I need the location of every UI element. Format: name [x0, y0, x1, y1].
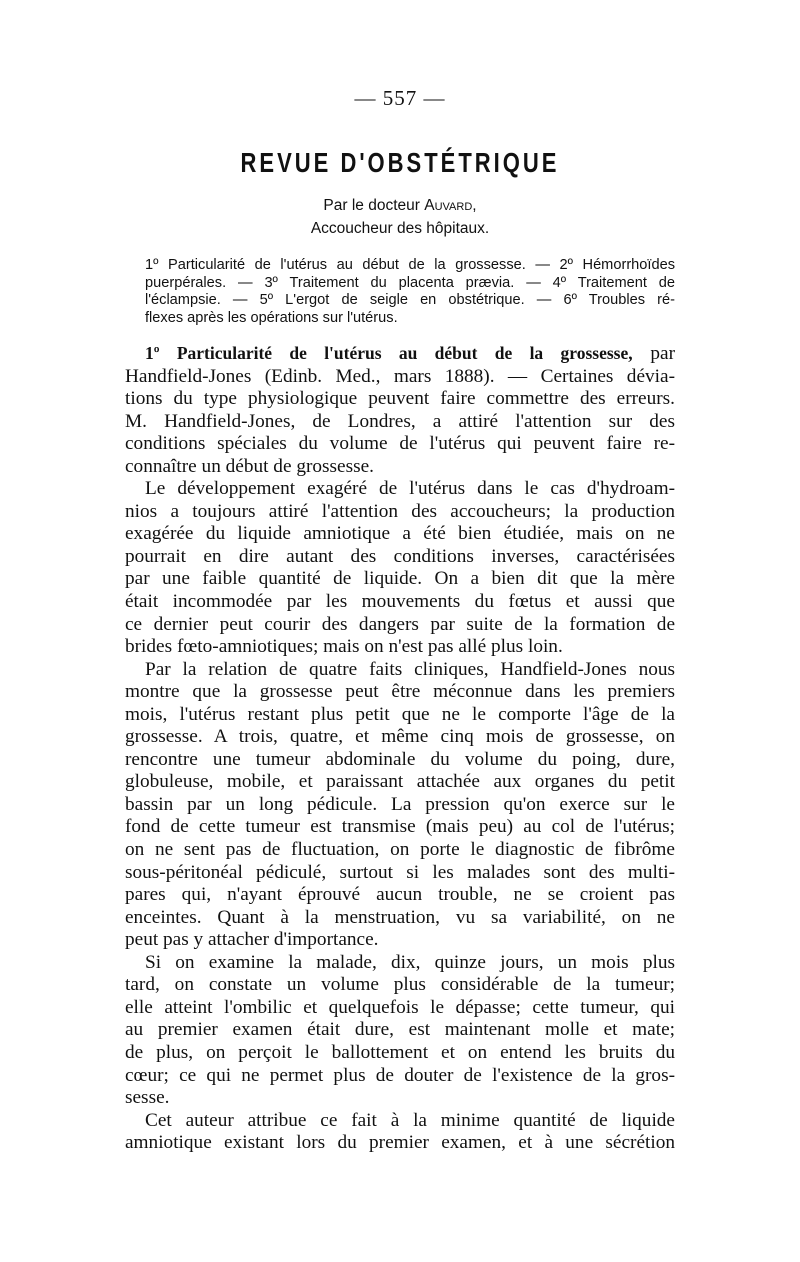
body-line: par une faible quantité de liquide. On a bien dit que la mère [125, 568, 675, 590]
byline-author-line [125, 194, 675, 217]
body-line: fond de cette tumeur est transmise (mais peu) au col de l'utérus; [125, 816, 675, 838]
body-line: exagérée du liquide amniotique a été bien étudiée, mais on ne [125, 523, 675, 545]
summary-line: l'éclampsie. — 5º L'ergot de seigle en obstétrique. — 6º Troubles ré- [145, 292, 675, 309]
body-line: sous-péritonéal pédiculé, surtout si les malades sont des multi- [125, 861, 675, 883]
body-line: tions du type physiologique peuvent faire commettre des erreurs. [125, 388, 675, 410]
summary-line: 1º Particularité de l'utérus au début de la grossesse. — 2º Hémorrhoïdes [145, 257, 675, 273]
body-line: amniotique existant lors du premier examen, et à une sécrétion [125, 1132, 675, 1154]
article-summary [145, 257, 675, 328]
body-line: de plus, on perçoit le ballottement et on entend les bruits du [125, 1041, 675, 1063]
body-line: Si on examine la malade, dix, quinze jours, un mois plus [145, 951, 675, 973]
body-line: M. Handfield-Jones, de Londres, a attiré l'attention sur des [125, 410, 675, 432]
section-heading-line [125, 342, 675, 366]
body-line: globuleuse, mobile, et paraissant attachée aux organes du petit [125, 771, 675, 793]
body-line: elle atteint l'ombilic et quelquefois le dépasse; cette tumeur, qui [125, 996, 675, 1018]
byline-role: Accoucheur des hôpitaux. [310, 220, 490, 237]
article-title: REVUE D'OBSTÉTRIQUE [240, 146, 560, 178]
body-line: grossesse. A trois, quatre, et même cinq mois de grossesse, on [125, 726, 675, 748]
body-line: peut pas y attacher d'importance. [125, 929, 379, 951]
byline [125, 194, 675, 240]
body-line: conditions spéciales du volume de l'utérus qui peuvent faire re- [125, 433, 675, 455]
body-line: Par la relation de quatre faits cliniques, Handfield-Jones nous [145, 658, 675, 680]
body-line: tard, on constate un volume plus considérable de la tumeur; [125, 974, 675, 996]
page-number: — 557 — [354, 86, 446, 110]
author-name: Auvard, [424, 197, 477, 214]
body-line: bassin par un long pédicule. La pression qu'on exerce sur le [125, 793, 675, 815]
body-line: on ne sent pas de fluctuation, on porte le diagnostic de fibrôme [125, 839, 675, 861]
heading-tail: par [632, 343, 675, 364]
summary-line: puerpérales. — 3º Traitement du placenta prævia. — 4º Traitement de [145, 274, 675, 291]
body-line: pourrait en dire autant des conditions inverses, caractérisées [125, 545, 675, 567]
article-body [125, 342, 675, 1155]
body-line: montre que la grossesse peut être méconnue dans les premiers [125, 681, 675, 703]
section-heading: 1º Particularité de l'utérus au début de la grossesse, [145, 343, 633, 363]
body-line: cœur; ce qui ne permet plus de douter de l'existence de la gros- [125, 1064, 675, 1086]
body-line: brides fœto-amniotiques; mais on n'est pas allé plus loin. [125, 636, 563, 658]
body-line: Le développement exagéré de l'utérus dans le cas d'hydroam- [145, 478, 675, 500]
body-line: rencontre une tumeur abdominale du volume du poing, dure, [125, 748, 675, 770]
body-line: au premier examen était dure, est maintenant molle et mate; [125, 1019, 675, 1041]
body-line: connaître un début de grossesse. [125, 455, 374, 477]
body-line: enceintes. Quant à la menstruation, vu sa variabilité, on ne [125, 906, 675, 928]
body-line: Handfield-Jones (Edinb. Med., mars 1888). — Certaines dévia- [125, 365, 675, 387]
body-line: nios a toujours attiré l'attention des accoucheurs; la production [125, 500, 675, 522]
body-line: mois, l'utérus restant plus petit que ne le comporte l'âge de la [125, 703, 675, 725]
summary-line: flexes après les opérations sur l'utérus. [145, 310, 398, 327]
body-line: ce dernier peut courir des dangers par suite de la formation de [125, 613, 675, 635]
body-line: était incommodée par les mouvements du fœtus et aussi que [125, 591, 675, 613]
byline-prefix: Par le docteur [323, 197, 425, 214]
body-line: sesse. [125, 1087, 170, 1109]
body-line: Cet auteur attribue ce fait à la minime quantité de liquide [145, 1109, 675, 1131]
body-line: pares qui, n'ayant éprouvé aucun trouble, ne se croient pas [125, 884, 675, 906]
